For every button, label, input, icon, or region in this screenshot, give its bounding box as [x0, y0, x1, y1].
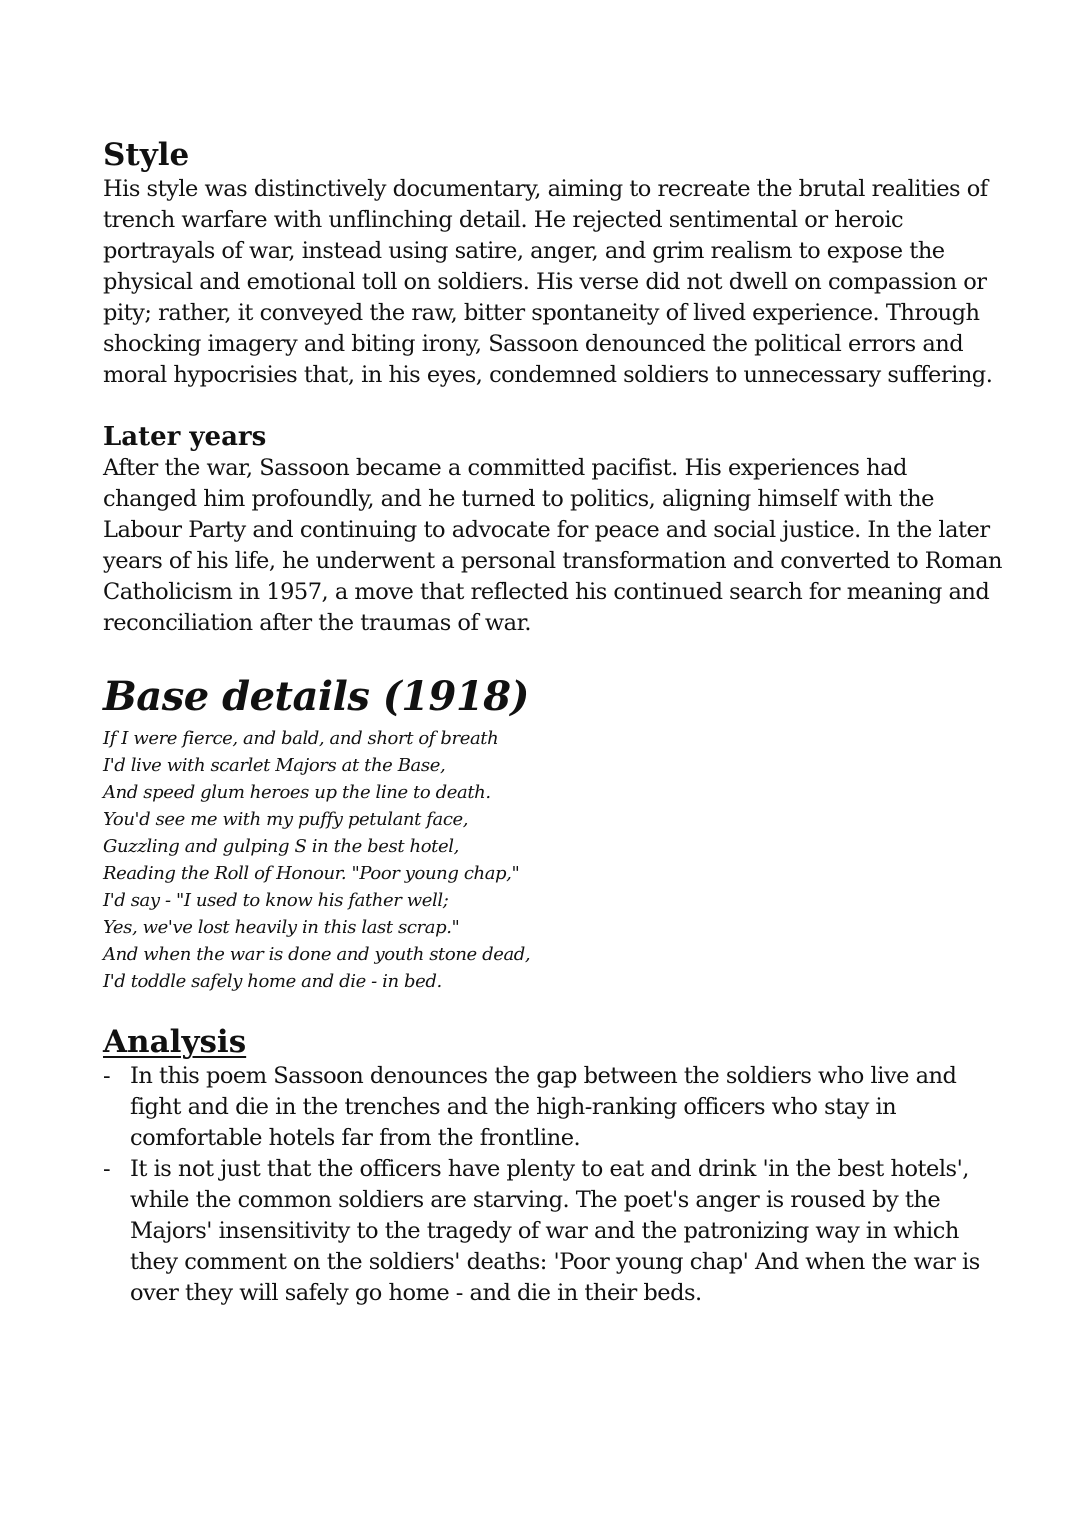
- poem-line: Guzzling and gulping S in the best hotel,: [103, 836, 459, 857]
- poem-line: Yes, we've lost heavily in this last scrap.": [103, 917, 460, 938]
- poem-line: I'd live with scarlet Majors at the Base,: [103, 755, 446, 776]
- analysis-point: [103, 1061, 1003, 1154]
- style-heading: Style: [103, 137, 190, 173]
- poem-line: I'd say - "I used to know his father well;: [103, 890, 449, 911]
- section-spacer: [103, 639, 1003, 671]
- analysis-point-text: In this poem Sassoon denounces the gap between the soldiers who live and fight and die in the trenches and the high-ranking officers who stay in comfortable hotels far from the frontline.: [130, 1063, 957, 1151]
- poem-line: I'd toddle safely home and die - in bed.: [103, 971, 442, 992]
- analysis-list: [103, 1061, 1003, 1309]
- poem-line: Reading the Roll of Honour. "Poor young chap,": [103, 863, 520, 884]
- later-years-paragraph: After the war, Sassoon became a committed pacifist. His experiences had changed him profoundly, and he turned to politics, aligning himself with the Labour Party and continuing to advocate for peace and social justice. In the later years of his life, he underwent a personal transformation and converted to Roman Catholicism in 1957, a move that reflected his continued search for meaning and reconciliation after the traumas of war.: [103, 455, 1003, 636]
- poem-lines: [103, 725, 1003, 995]
- analysis-point: [103, 1154, 1003, 1309]
- poem-line: And speed glum heroes up the line to death.: [103, 782, 491, 803]
- document-page: [103, 136, 1003, 1309]
- section-spacer: [103, 995, 1003, 1023]
- bullet-dash-icon: -: [103, 1156, 111, 1182]
- bullet-dash-icon: -: [103, 1063, 111, 1089]
- style-paragraph: His style was distinctively documentary, aiming to recreate the brutal realities of trench warfare with unflinching detail. He rejected sentimental or heroic portrayals of war, instead using satire, anger, and grim realism to expose the physical and emotional toll on soldiers. His verse did not dwell on compassion or pity; rather, it conveyed the raw, bitter spontaneity of lived experience. Through shocking imagery and biting irony, Sassoon denounced the political errors and moral hypocrisies that, in his eyes, condemned soldiers to unnecessary suffering.: [103, 176, 993, 388]
- later-years-heading: Later years: [103, 422, 267, 452]
- poem-title: Base details (1918): [103, 673, 529, 720]
- analysis-heading: Analysis: [103, 1024, 247, 1060]
- analysis-point-text: It is not just that the officers have plenty to eat and drink 'in the best hotels', while the common soldiers are starving. The poet's anger is roused by the Majors' insensitivity to the tragedy of war and the patronizing way in which they comment on the soldiers' deaths: 'Poor young chap' And when the war is over they will safely go home - and die in their beds.: [130, 1156, 980, 1306]
- poem-line: You'd see me with my puffy petulant face,: [103, 809, 469, 830]
- poem-line: If I were fierce, and bald, and short of breath: [103, 728, 499, 749]
- poem-line: And when the war is done and youth stone dead,: [103, 944, 531, 965]
- section-spacer: [103, 391, 1003, 421]
